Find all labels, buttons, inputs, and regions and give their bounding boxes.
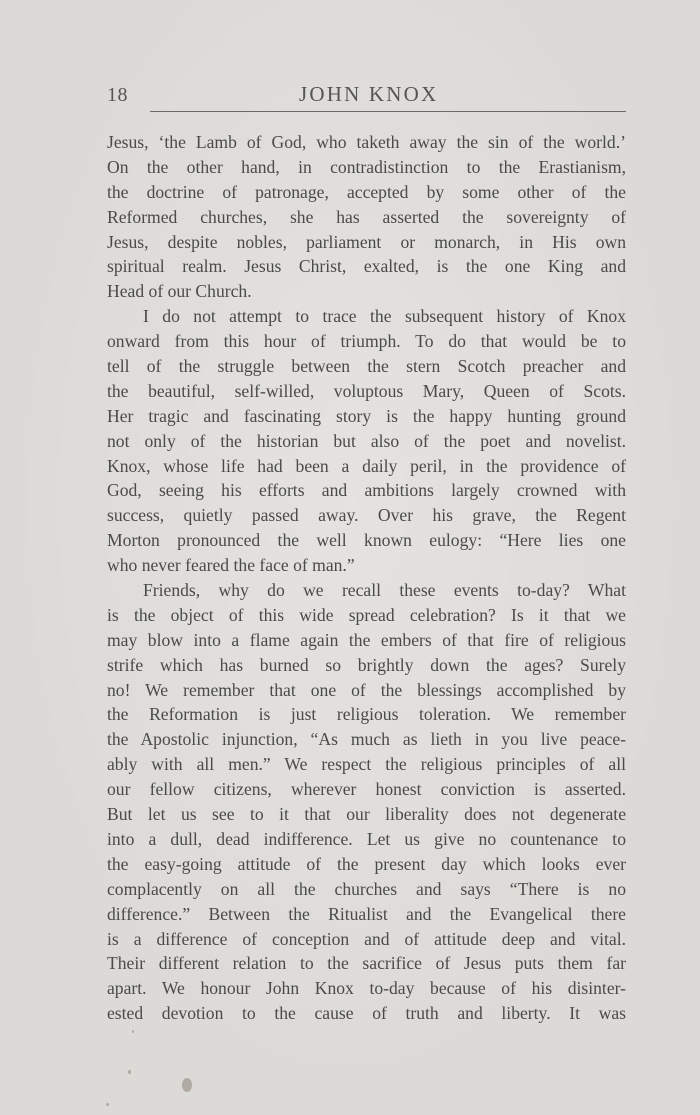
text-line: strife which has burned so brightly down the ages? Surely (107, 654, 626, 675)
text-line: no! We remember that one of the blessings accomplished by (107, 679, 626, 700)
text-line: Head of our Church. (107, 281, 252, 302)
header-rule (150, 111, 626, 112)
text-line: our fellow citizens, wherever honest conviction is asserted. (107, 779, 626, 800)
paper-speck (128, 1070, 131, 1074)
body-text (107, 130, 626, 1026)
text-line: ested devotion to the cause of truth and liberty. It was (107, 1003, 626, 1024)
text-line: God, seeing his efforts and ambitions largely crowned with (107, 480, 626, 501)
text-line: Jesus, ‘the Lamb of God, who taketh away the sin of the world.’ (107, 132, 626, 152)
paper-speck (182, 1078, 192, 1092)
text-line: who never feared the face of man.” (107, 555, 355, 576)
text-line: is a difference of conception and of attitude deep and vital. (107, 928, 626, 949)
text-line: the easy-going attitude of the present day which looks ever (107, 853, 626, 874)
text-line: Jesus, despite nobles, parliament or monarch, in His own (107, 231, 626, 252)
text-line: Her tragic and fascinating story is the happy hunting ground (107, 405, 626, 426)
text-line: ably with all men.” We respect the religious principles of all (107, 754, 626, 775)
text-line: Reformed churches, she has asserted the sovereignty of (107, 206, 626, 227)
text-line: Friends, why do we recall these events to-day? What (143, 580, 626, 601)
text-line: I do not attempt to trace the subsequent history of Knox (143, 306, 626, 327)
text-line: may blow into a flame again the embers of that fire of religious (107, 629, 626, 650)
text-line: But let us see to it that our liberality does not degenerate (107, 804, 626, 825)
text-line: not only of the historian but also of the poet and novelist. (107, 430, 626, 451)
text-line: Knox, whose life had been a daily peril, in the providence of (107, 455, 626, 476)
paper-speck (106, 1103, 109, 1106)
text-line: Morton pronounced the well known eulogy: “Here lies one (107, 530, 626, 551)
text-line: complacently on all the churches and says “There is no (107, 878, 626, 899)
text-line: apart. We honour John Knox to-day because of his disinter- (107, 978, 626, 999)
text-line: the doctrine of patronage, accepted by some other of the (107, 181, 626, 202)
running-title: JOHN KNOX (299, 82, 439, 106)
text-line: is the object of this wide spread celebration? Is it that we (107, 604, 626, 625)
text-line: the Apostolic injunction, “As much as lieth in you live peace- (107, 729, 626, 750)
text-line: the beautiful, self-willed, voluptous Mary, Queen of Scots. (107, 380, 626, 401)
text-line: onward from this hour of triumph. To do that would be to (107, 331, 626, 352)
text-line: On the other hand, in contradistinction to the Erastianism, (107, 156, 626, 177)
text-line: success, quietly passed away. Over his grave, the Regent (107, 505, 626, 526)
page-header (107, 80, 626, 112)
page-number: 18 (107, 84, 128, 106)
text-line: spiritual realm. Jesus Christ, exalted, is the one King and (107, 256, 626, 277)
text-line: Their different relation to the sacrifice of Jesus puts them far (107, 953, 626, 974)
text-line: difference.” Between the Ritualist and the Evangelical there (107, 903, 626, 924)
text-line: tell of the struggle between the stern Scotch preacher and (107, 356, 626, 377)
text-line: into a dull, dead indifference. Let us give no countenance to (107, 828, 626, 849)
text-line: the Reformation is just religious toleration. We remember (107, 704, 626, 725)
paper-speck (132, 1030, 134, 1033)
